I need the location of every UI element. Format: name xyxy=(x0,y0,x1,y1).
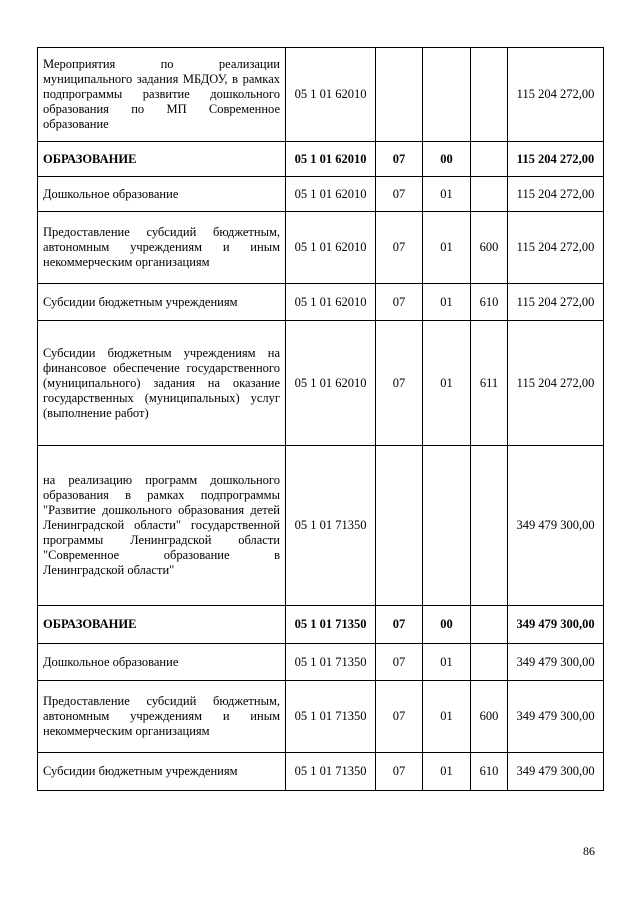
table-row xyxy=(38,48,604,142)
row-code: 05 1 01 71350 xyxy=(286,644,376,681)
table-row xyxy=(38,446,604,606)
row-expense-type: 610 xyxy=(471,753,508,791)
table-row xyxy=(38,177,604,212)
row-section: 07 xyxy=(376,644,423,681)
row-name: Субсидии бюджетным учреждениям xyxy=(38,284,286,321)
row-subsection: 01 xyxy=(423,284,471,321)
row-section: 07 xyxy=(376,284,423,321)
row-expense-type xyxy=(471,142,508,177)
row-code: 05 1 01 62010 xyxy=(286,48,376,142)
row-amount: 349 479 300,00 xyxy=(508,681,604,753)
row-amount: 115 204 272,00 xyxy=(508,48,604,142)
row-amount: 349 479 300,00 xyxy=(508,644,604,681)
row-section: 07 xyxy=(376,212,423,284)
row-subsection: 01 xyxy=(423,177,471,212)
row-amount: 115 204 272,00 xyxy=(508,142,604,177)
row-code: 05 1 01 62010 xyxy=(286,142,376,177)
row-subsection: 01 xyxy=(423,321,471,446)
table-row xyxy=(38,321,604,446)
table-row xyxy=(38,212,604,284)
table-row xyxy=(38,753,604,791)
row-expense-type xyxy=(471,644,508,681)
row-subsection: 01 xyxy=(423,753,471,791)
page-number: 86 xyxy=(583,844,595,858)
row-name: Дошкольное образование xyxy=(38,644,286,681)
row-section xyxy=(376,446,423,606)
row-expense-type: 611 xyxy=(471,321,508,446)
row-code: 05 1 01 62010 xyxy=(286,177,376,212)
row-name: ОБРАЗОВАНИЕ xyxy=(38,142,286,177)
row-section xyxy=(376,48,423,142)
row-name: Мероприятия по реализации муниципального задания МБДОУ, в рамках подпрограммы развитие дошкольного образования по МП Современное образование xyxy=(38,48,286,142)
table-row xyxy=(38,606,604,644)
row-expense-type xyxy=(471,446,508,606)
row-amount: 349 479 300,00 xyxy=(508,606,604,644)
budget-table xyxy=(37,47,604,791)
row-expense-type: 600 xyxy=(471,681,508,753)
row-expense-type: 600 xyxy=(471,212,508,284)
table-row xyxy=(38,681,604,753)
row-expense-type xyxy=(471,177,508,212)
row-section: 07 xyxy=(376,753,423,791)
row-amount: 115 204 272,00 xyxy=(508,177,604,212)
row-expense-type xyxy=(471,606,508,644)
table-row xyxy=(38,644,604,681)
row-name: ОБРАЗОВАНИЕ xyxy=(38,606,286,644)
row-subsection: 00 xyxy=(423,606,471,644)
row-amount: 115 204 272,00 xyxy=(508,284,604,321)
row-subsection: 01 xyxy=(423,681,471,753)
row-amount: 115 204 272,00 xyxy=(508,212,604,284)
row-code: 05 1 01 71350 xyxy=(286,681,376,753)
row-code: 05 1 01 62010 xyxy=(286,284,376,321)
row-amount: 349 479 300,00 xyxy=(508,446,604,606)
row-section: 07 xyxy=(376,142,423,177)
row-section: 07 xyxy=(376,681,423,753)
row-section: 07 xyxy=(376,606,423,644)
row-name: Предоставление субсидий бюджетным, автономным учреждениям и иным некоммерческим организациям xyxy=(38,681,286,753)
row-subsection xyxy=(423,48,471,142)
row-code: 05 1 01 62010 xyxy=(286,212,376,284)
row-code: 05 1 01 71350 xyxy=(286,446,376,606)
row-expense-type xyxy=(471,48,508,142)
row-code: 05 1 01 62010 xyxy=(286,321,376,446)
row-section: 07 xyxy=(376,177,423,212)
row-amount: 349 479 300,00 xyxy=(508,753,604,791)
row-name: Предоставление субсидий бюджетным, автономным учреждениям и иным некоммерческим организациям xyxy=(38,212,286,284)
row-section: 07 xyxy=(376,321,423,446)
row-amount: 115 204 272,00 xyxy=(508,321,604,446)
row-expense-type: 610 xyxy=(471,284,508,321)
row-subsection: 00 xyxy=(423,142,471,177)
row-subsection xyxy=(423,446,471,606)
row-name: Субсидии бюджетным учреждениям xyxy=(38,753,286,791)
row-name: Дошкольное образование xyxy=(38,177,286,212)
row-subsection: 01 xyxy=(423,644,471,681)
row-subsection: 01 xyxy=(423,212,471,284)
row-code: 05 1 01 71350 xyxy=(286,606,376,644)
row-name: Субсидии бюджетным учреждениям на финансовое обеспечение государственного (муниципального) задания на оказание государственных (муниципальных) услуг (выполнение работ) xyxy=(38,321,286,446)
table-row xyxy=(38,142,604,177)
table-row xyxy=(38,284,604,321)
row-name: на реализацию программ дошкольного образования в рамках подпрограммы "Развитие дошкольного образования детей Ленинградской области" государственной программы Ленинградской области "Современное образование в Ленинградской области" xyxy=(38,446,286,606)
row-code: 05 1 01 71350 xyxy=(286,753,376,791)
